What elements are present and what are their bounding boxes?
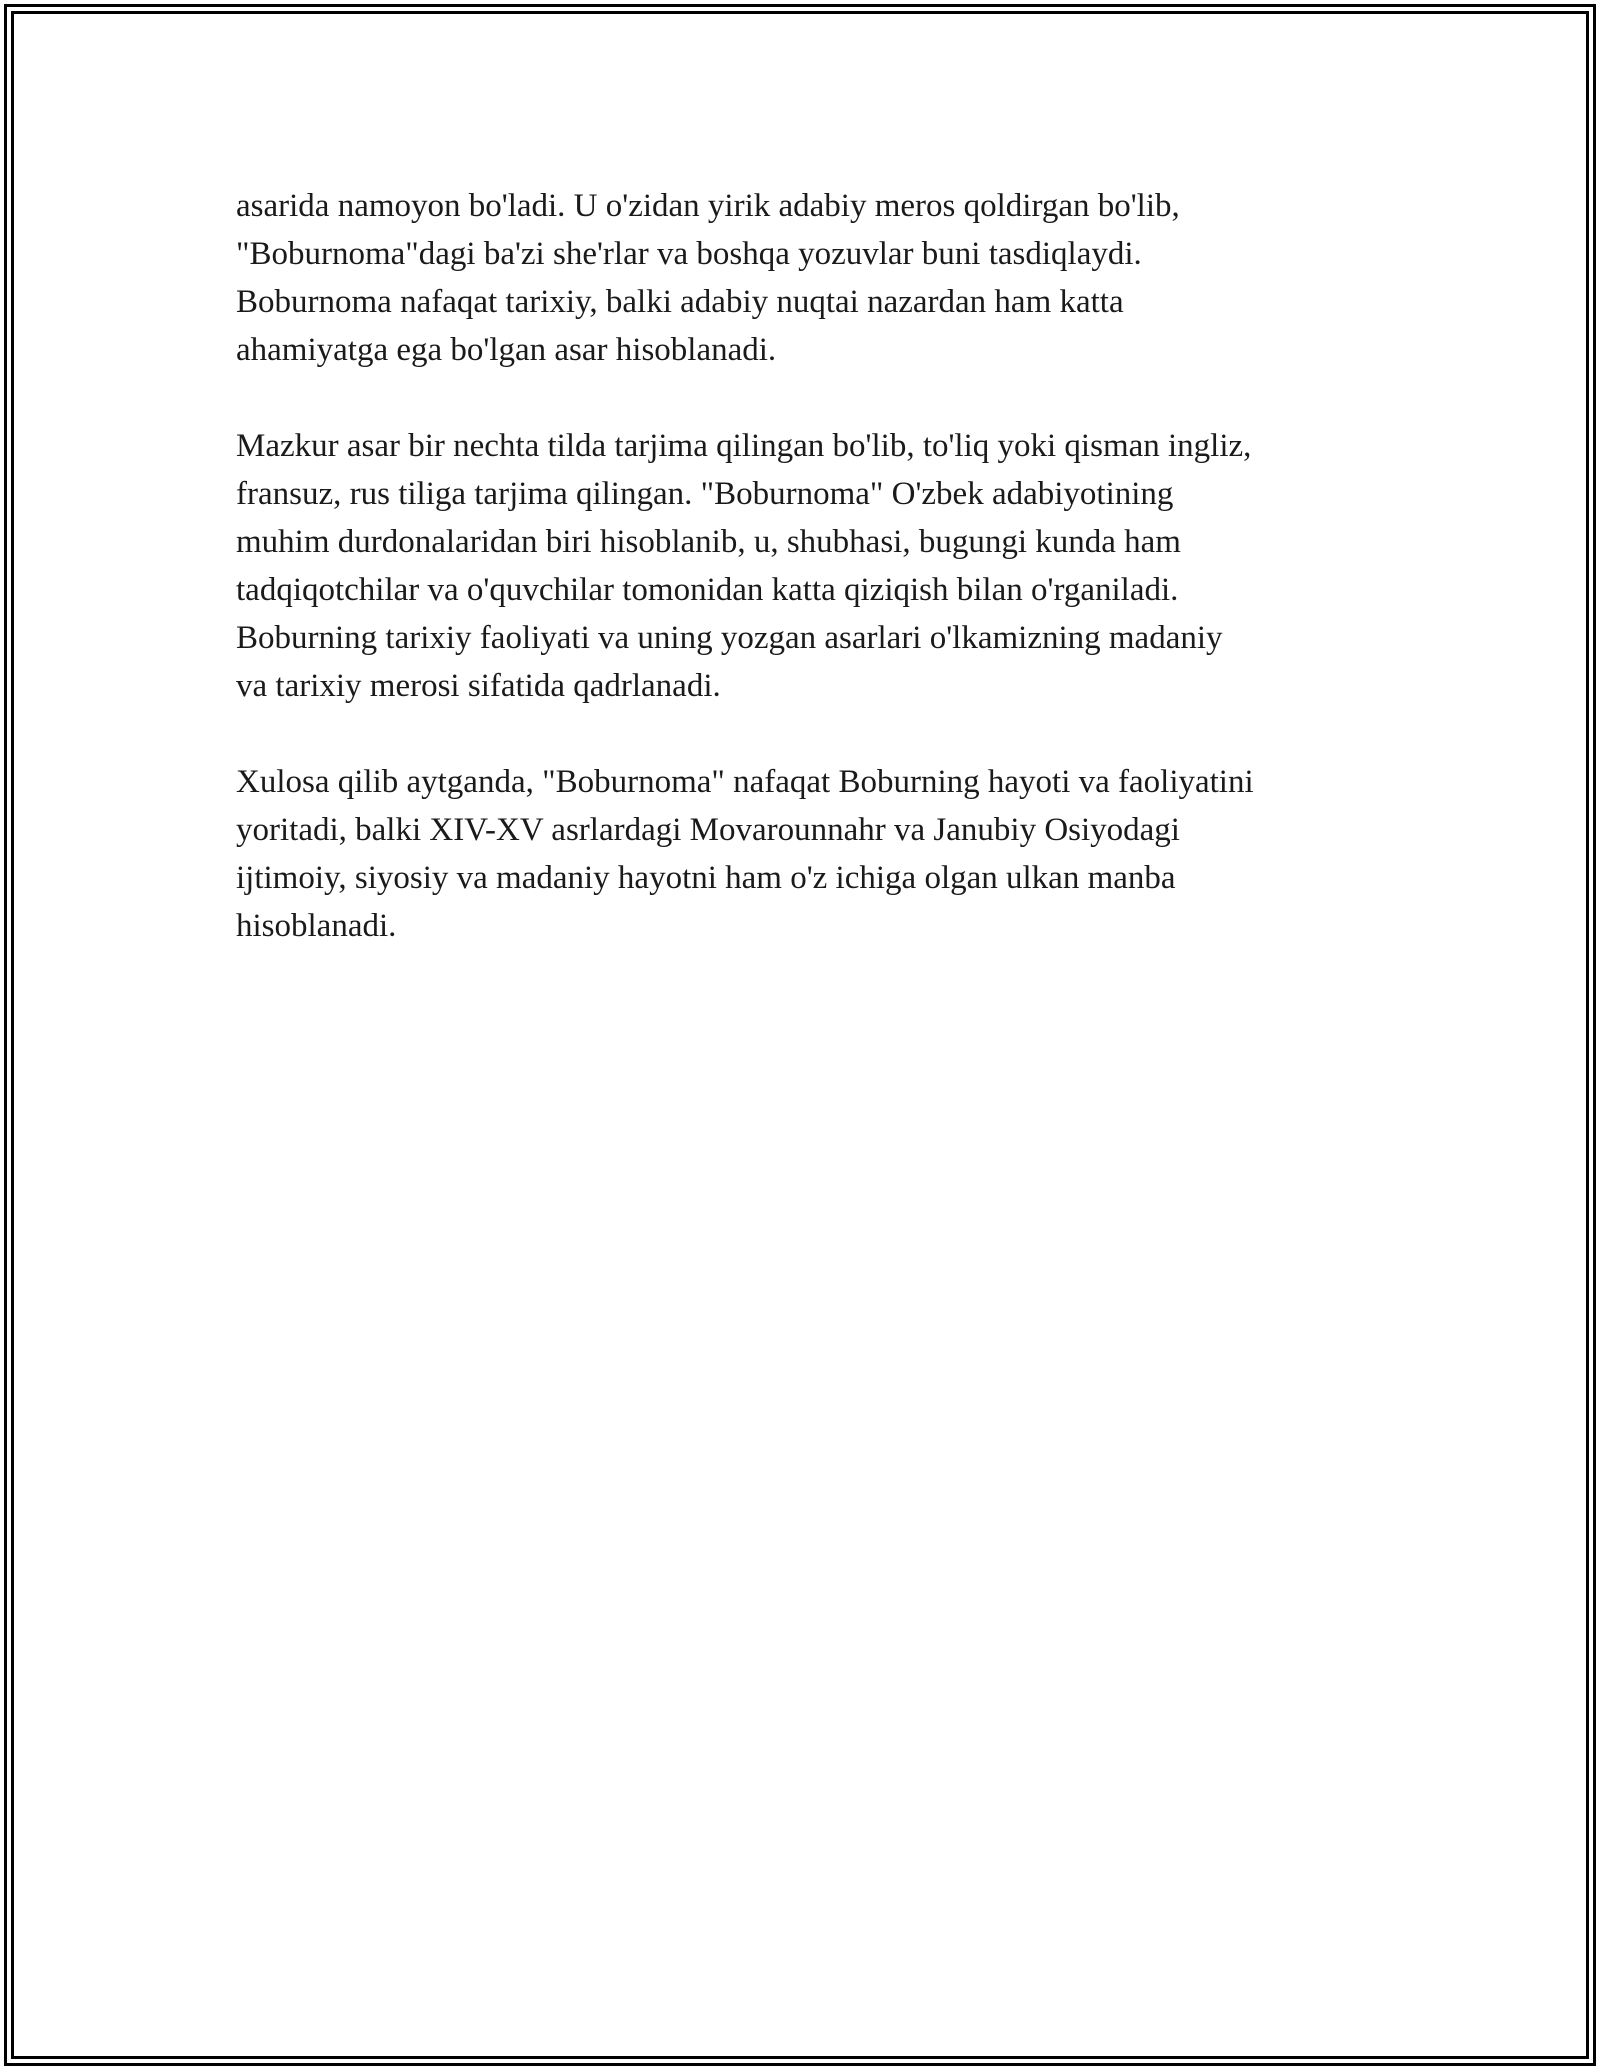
text-line: muhim durdonalaridan biri hisoblanib, u, shubhasi, bugungi kunda ham: [236, 524, 1181, 560]
text-line: fransuz, rus tiliga tarjima qilingan. "Boburnoma" O'zbek adabiyotining: [236, 476, 1174, 512]
paragraph-gap: [236, 710, 1416, 758]
paragraph: [236, 422, 1416, 710]
text-line: Xulosa qilib aytganda, "Boburnoma" nafaqat Boburning hayoti va faoliyatini: [236, 764, 1254, 800]
text-line: va tarixiy merosi sifatida qadrlanadi.: [236, 668, 721, 704]
text-line: yoritadi, balki XIV-XV asrlardagi Movarounnahr va Janubiy Osiyodagi: [236, 812, 1180, 848]
paragraph-gap: [236, 374, 1416, 422]
text-line: Mazkur asar bir nechta tilda tarjima qilingan bo'lib, to'liq yoki qisman ingliz,: [236, 428, 1252, 464]
paragraph: [236, 182, 1416, 374]
text-line: Boburning tarixiy faoliyati va uning yozgan asarlari o'lkamizning madaniy: [236, 620, 1223, 656]
text-line: asarida namoyon bo'ladi. U o'zidan yirik adabiy meros qoldirgan bo'lib,: [236, 188, 1180, 224]
paragraph: [236, 758, 1416, 950]
text-line: tadqiqotchilar va o'quvchilar tomonidan katta qiziqish bilan o'rganiladi.: [236, 572, 1179, 608]
text-line: Boburnoma nafaqat tarixiy, balki adabiy nuqtai nazardan ham katta: [236, 284, 1124, 320]
text-line: ahamiyatga ega bo'lgan asar hisoblanadi.: [236, 332, 777, 368]
text-line: ijtimoiy, siyosiy va madaniy hayotni ham o'z ichiga olgan ulkan manba: [236, 860, 1176, 896]
text-line: "Boburnoma"dagi ba'zi she'rlar va boshqa yozuvlar buni tasdiqlaydi.: [236, 236, 1142, 272]
document-body: [236, 182, 1416, 950]
text-line: hisoblanadi.: [236, 908, 397, 944]
